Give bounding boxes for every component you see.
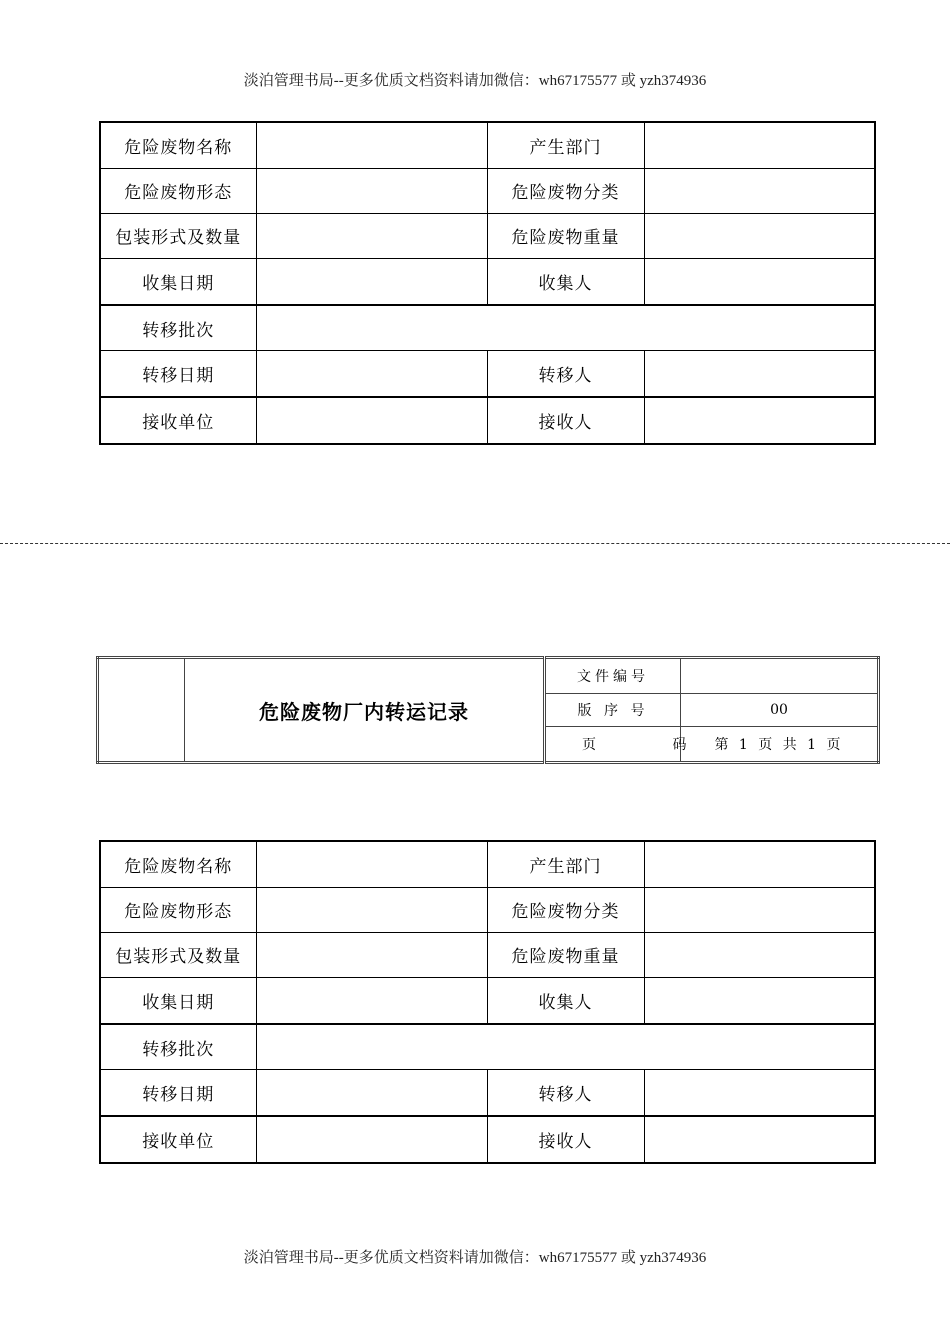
collection-date-field[interactable] [256,978,487,1024]
transfer-date-field[interactable] [256,1070,487,1116]
receiver-label: 接收人 [487,1116,644,1163]
waste-weight-label: 危险废物重量 [487,932,644,977]
collection-date-label: 收集日期 [100,259,256,305]
collection-date-field[interactable] [256,259,487,305]
page-value: 第 1 页 共 1 页 [681,727,879,763]
producing-dept-field[interactable] [644,841,875,887]
transfer-batch-label: 转移批次 [100,1024,256,1070]
producing-dept-label: 产生部门 [487,122,644,168]
waste-form-label: 危险废物形态 [100,887,256,932]
packaging-field[interactable] [256,213,487,258]
document-header [96,656,880,764]
receiving-unit-field[interactable] [256,397,487,444]
doc-no-value [681,658,879,694]
packaging-label: 包装形式及数量 [100,213,256,258]
waste-weight-label: 危险废物重量 [487,213,644,258]
waste-name-label: 危险废物名称 [100,122,256,168]
waste-category-label: 危险废物分类 [487,168,644,213]
watermark-top: 淡泊管理书局--更多优质文档资料请加微信：wh67175577 或 yzh374936 [243,73,707,89]
doc-no-label: 文件编号 [545,658,681,694]
transfer-date-label: 转移日期 [100,351,256,397]
cut-line-divider [0,543,950,544]
waste-name-field[interactable] [256,122,487,168]
version-value: 00 [681,693,879,727]
producing-dept-field[interactable] [644,122,875,168]
waste-name-label: 危险废物名称 [100,841,256,887]
transferrer-label: 转移人 [487,1070,644,1116]
waste-form-label: 危险废物形态 [100,168,256,213]
transfer-batch-field[interactable] [256,305,875,351]
transferrer-label: 转移人 [487,351,644,397]
packaging-label: 包装形式及数量 [100,932,256,977]
collection-date-label: 收集日期 [100,978,256,1024]
transfer-batch-field[interactable] [256,1024,875,1070]
receiving-unit-field[interactable] [256,1116,487,1163]
waste-weight-field[interactable] [644,213,875,258]
collector-label: 收集人 [487,259,644,305]
receiver-field[interactable] [644,1116,875,1163]
waste-form-field[interactable] [256,168,487,213]
receiving-unit-label: 接收单位 [100,1116,256,1163]
waste-form-field[interactable] [256,887,487,932]
waste-category-label: 危险废物分类 [487,887,644,932]
page-label: 页 码 [545,727,681,763]
collector-field[interactable] [644,259,875,305]
logo-cell [98,658,185,763]
collector-field[interactable] [644,978,875,1024]
transferrer-field[interactable] [644,1070,875,1116]
waste-name-field[interactable] [256,841,487,887]
waste-category-field[interactable] [644,168,875,213]
transferrer-field[interactable] [644,351,875,397]
transfer-form-top [99,121,876,445]
receiver-field[interactable] [644,397,875,444]
transfer-form-bottom [99,840,876,1164]
transfer-date-label: 转移日期 [100,1070,256,1116]
receiver-label: 接收人 [487,397,644,444]
document-title: 危险废物厂内转运记录 [185,658,545,763]
collector-label: 收集人 [487,978,644,1024]
transfer-batch-label: 转移批次 [100,305,256,351]
waste-weight-field[interactable] [644,932,875,977]
version-label: 版 序 号 [545,693,681,727]
receiving-unit-label: 接收单位 [100,397,256,444]
packaging-field[interactable] [256,932,487,977]
producing-dept-label: 产生部门 [487,841,644,887]
transfer-date-field[interactable] [256,351,487,397]
watermark-bottom: 淡泊管理书局--更多优质文档资料请加微信：wh67175577 或 yzh374936 [243,1250,707,1266]
waste-category-field[interactable] [644,887,875,932]
